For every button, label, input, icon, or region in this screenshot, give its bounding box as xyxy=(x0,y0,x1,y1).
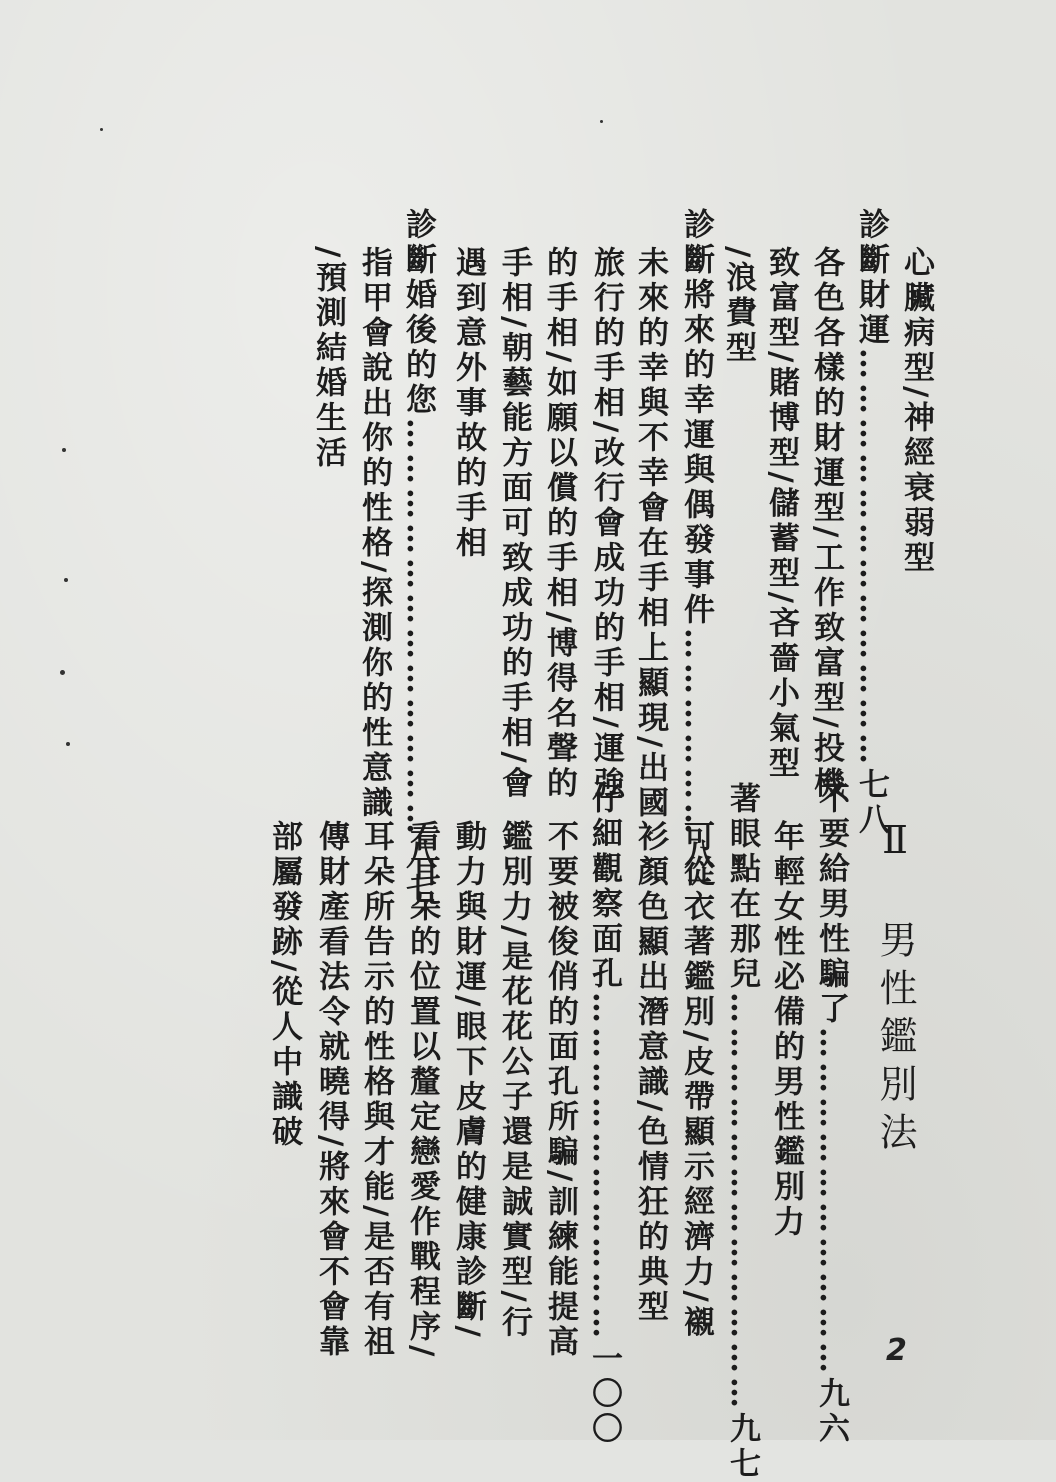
toc-entry-desc: 旅行的手相/改行會成功的手相/運強 xyxy=(588,246,624,802)
toc-entry-desc: 各色各樣的財運型/工作致富型/投機 xyxy=(808,246,844,802)
section-heading: Ⅱ 男性鑑別法 xyxy=(873,818,917,1160)
toc-entry-desc: 的手相/如願以償的手相/博得名聲的 xyxy=(541,246,577,802)
toc-entry-title: 診斷財運………………………………七八 xyxy=(853,208,889,838)
toc-entry-desc: 傳財產看法令就曉得/將來會不會靠 xyxy=(313,820,349,1361)
toc-entry-desc: 部屬發跡/從人中識破 xyxy=(266,820,302,1151)
toc-entry-desc: 看耳朵的位置以釐定戀愛作戰程序/ xyxy=(404,820,440,1361)
toc-entry-title: 診斷婚後的您………………………………八七 xyxy=(400,208,436,908)
toc-entry-desc: 手相/朝藝能方面可致成功的手相/會 xyxy=(496,246,532,802)
toc-entry-title: 診斷將來的幸運與偶發事件………………八二 xyxy=(678,208,714,908)
toc-entry-title: 著眼點在那兒………………………………九七 xyxy=(724,782,760,1482)
scan-speck xyxy=(600,120,603,123)
toc-entry-desc: 鑑別力/是花花公子還是誠實型/行 xyxy=(496,820,532,1341)
toc-entry-desc: /浪費型 xyxy=(720,246,756,367)
scan-speck xyxy=(64,578,68,582)
scan-speck xyxy=(62,448,66,452)
toc-entry-desc: 致富型/賭博型/儲蓄型/吝嗇小氣型 xyxy=(763,246,799,782)
entry-continuation: 心臟病型/神經衰弱型 xyxy=(898,246,934,577)
toc-entry-desc: 耳朵所告示的性格與才能/是否有祖 xyxy=(358,820,394,1361)
page-number: 2 xyxy=(886,1333,907,1368)
toc-entry-title: 仔細觀察面孔…………………………一〇〇 xyxy=(586,782,622,1447)
toc-entry-desc: 可從衣著鑑別/皮帶顯示經濟力/襯 xyxy=(678,820,714,1341)
toc-entry-title: 不要給男性騙了…………………………九六 xyxy=(813,782,849,1447)
toc-entry-desc: 年輕女性必備的男性鑑別力 xyxy=(768,820,804,1240)
toc-entry-desc: 遇到意外事故的手相 xyxy=(450,246,486,561)
scan-speck xyxy=(60,670,65,675)
scan-speck xyxy=(100,128,103,131)
toc-entry-desc: 衫顏色顯出潛意識/色情狂的典型 xyxy=(632,820,668,1326)
toc-entry-desc: 指甲會說出你的性格/探測你的性意識 xyxy=(356,246,392,822)
toc-entry-desc: /預測結婚生活 xyxy=(310,246,346,472)
toc-entry-desc: 未來的幸與不幸會在手相上顯現/出國 xyxy=(632,246,668,822)
toc-entry-desc: 不要被俊俏的面孔所騙/訓練能提高 xyxy=(542,820,578,1361)
scan-speck xyxy=(66,742,70,746)
toc-entry-desc: 動力與財運/眼下皮膚的健康診斷/ xyxy=(450,820,486,1341)
